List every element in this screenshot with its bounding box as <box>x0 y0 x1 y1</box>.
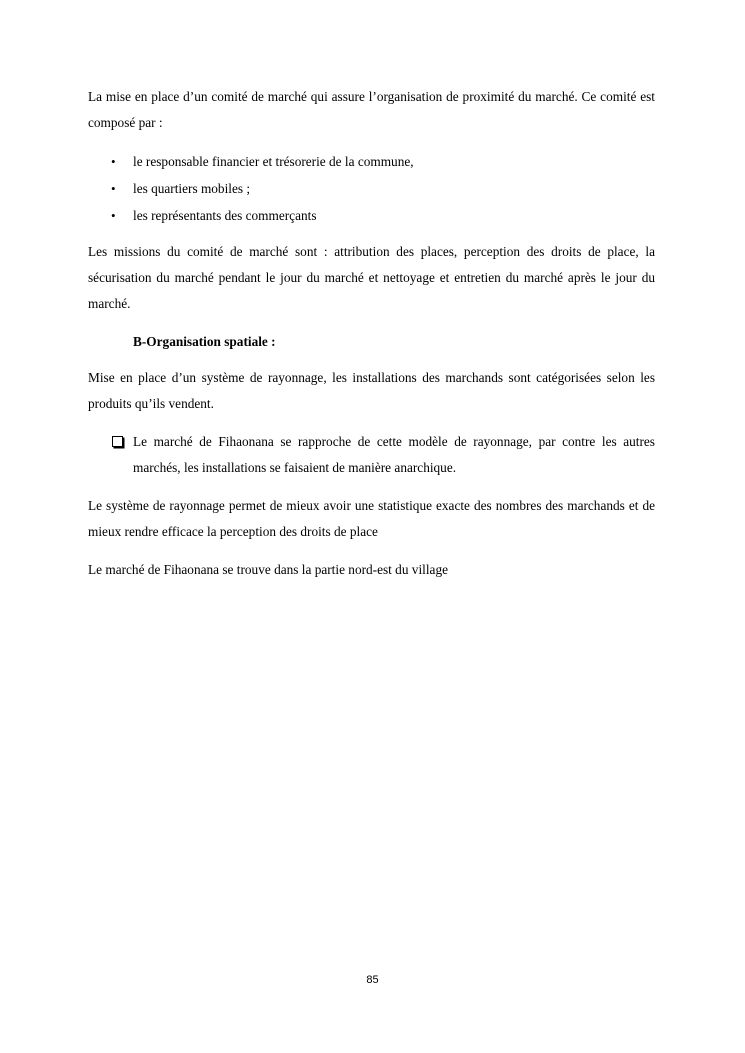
check-list-item <box>88 429 655 481</box>
bullet-dot-icon: • <box>111 154 116 169</box>
paragraph-statistics: Le système de rayonnage permet de mieux avoir une statistique exacte des nombres des marchands et de mieux rendre efficace la perception des droits de place <box>88 498 655 539</box>
paragraph-location: Le marché de Fihaonana se trouve dans la partie nord-est du village <box>88 562 448 577</box>
document-body <box>88 84 655 583</box>
bullet-dot-icon: • <box>111 208 116 223</box>
list-item-text: le responsable financier et trésorerie de la commune, <box>133 154 414 169</box>
bullet-dot-icon: • <box>111 181 116 196</box>
checkbox-icon <box>112 436 123 447</box>
paragraph-missions: Les missions du comité de marché sont : attribution des places, perception des droits de place, la sécurisation du marché pendant le jour du marché et nettoyage et entretien du marché après le jour du marché. <box>88 244 655 311</box>
check-item-text: Le marché de Fihaonana se rapproche de cette modèle de rayonnage, par contre les autres marchés, les installations se faisaient de manière anarchique. <box>133 434 655 475</box>
committee-members-list <box>88 148 655 229</box>
list-item <box>88 202 655 229</box>
list-item <box>88 175 655 202</box>
list-item-text: les représentants des commerçants <box>133 208 317 223</box>
list-item <box>88 148 655 175</box>
section-heading: B-Organisation spatiale : <box>133 334 276 349</box>
list-item-text: les quartiers mobiles ; <box>133 181 251 196</box>
paragraph-committee: La mise en place d’un comité de marché qui assure l’organisation de proximité du marché. Ce comité est composé par : <box>88 89 655 130</box>
page-number: 85 <box>366 974 379 986</box>
paragraph-rayonnage: Mise en place d’un système de rayonnage, les installations des marchands sont catégorisées selon les produits qu’ils vendent. <box>88 370 655 411</box>
